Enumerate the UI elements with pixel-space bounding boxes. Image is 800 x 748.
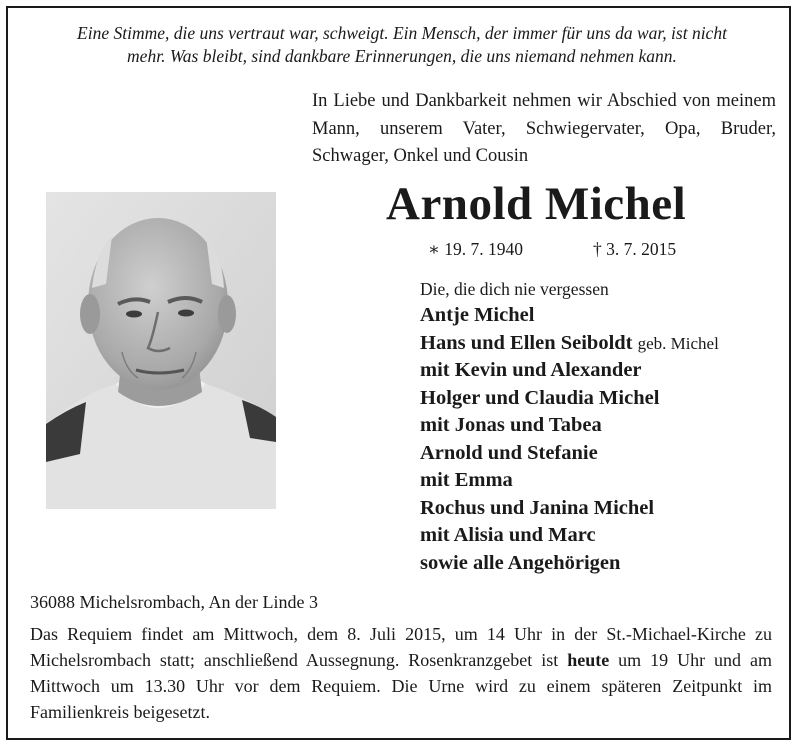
death-date: † 3. 7. 2015 — [593, 239, 677, 259]
portrait-photo — [46, 192, 276, 509]
mourner-line: mit Jonas und Tabea — [420, 414, 602, 436]
mourner-line: mit Alisia und Marc — [420, 524, 596, 546]
quote-line-2: mehr. Was bleibt, sind dankbare Erinnerungen, die uns niemand nehmen kann. — [127, 46, 677, 66]
obituary-frame — [6, 6, 791, 740]
mourner-line: sowie alle Angehörigen — [420, 551, 621, 574]
maiden-name-note: geb. Michel — [637, 333, 719, 353]
mourner-line: mit Kevin und Alexander — [420, 359, 642, 381]
mourner-line: mit Emma — [420, 469, 513, 491]
mourner-line — [420, 330, 780, 358]
quote-line-1: Eine Stimme, die uns vertraut war, schweigt. Ein Mensch, der immer für uns da war, ist nicht — [77, 23, 727, 43]
mourners-list — [420, 276, 780, 577]
requiem-emphasis: heute — [567, 650, 610, 670]
requiem-text-2: um 19 Uhr und am Mittwoch um 13.30 Uhr vor dem Requiem. Die Urne wird zu einem späteren Zeitpunkt im Familienkreis beigesetzt. — [30, 650, 773, 722]
requiem-text-1: Das Requiem findet am Mittwoch, dem 8. Juli 2015, um 14 Uhr in der St.-Michael-Kirche zu Michelsrombach statt; anschließend Aussegnung. Rosenkranzgebet ist — [30, 624, 772, 670]
memorial-quote — [28, 22, 776, 68]
mourners-lead: Die, die dich nie vergessen — [420, 279, 609, 299]
mourner-line: Arnold und Stefanie — [420, 441, 598, 464]
mourner-line: Antje Michel — [420, 304, 535, 326]
birth-date: ∗ 19. 7. 1940 — [428, 239, 524, 259]
family-address: 36088 Michelsrombach, An der Linde 3 — [30, 592, 318, 612]
requiem-notice — [30, 621, 772, 725]
life-dates — [428, 237, 676, 261]
mourner-name: Hans und Ellen Seiboldt — [420, 331, 633, 354]
deceased-name: Arnold Michel — [386, 178, 687, 230]
farewell-intro: In Liebe und Dankbarkeit nehmen wir Abschied von meinem Mann, unserem Vater, Schwiegervater, Opa, Bruder, Schwager, Onkel und Cousin — [312, 91, 776, 166]
mourner-line: Rochus und Janina Michel — [420, 496, 655, 519]
mourner-line: Holger und Claudia Michel — [420, 386, 660, 409]
